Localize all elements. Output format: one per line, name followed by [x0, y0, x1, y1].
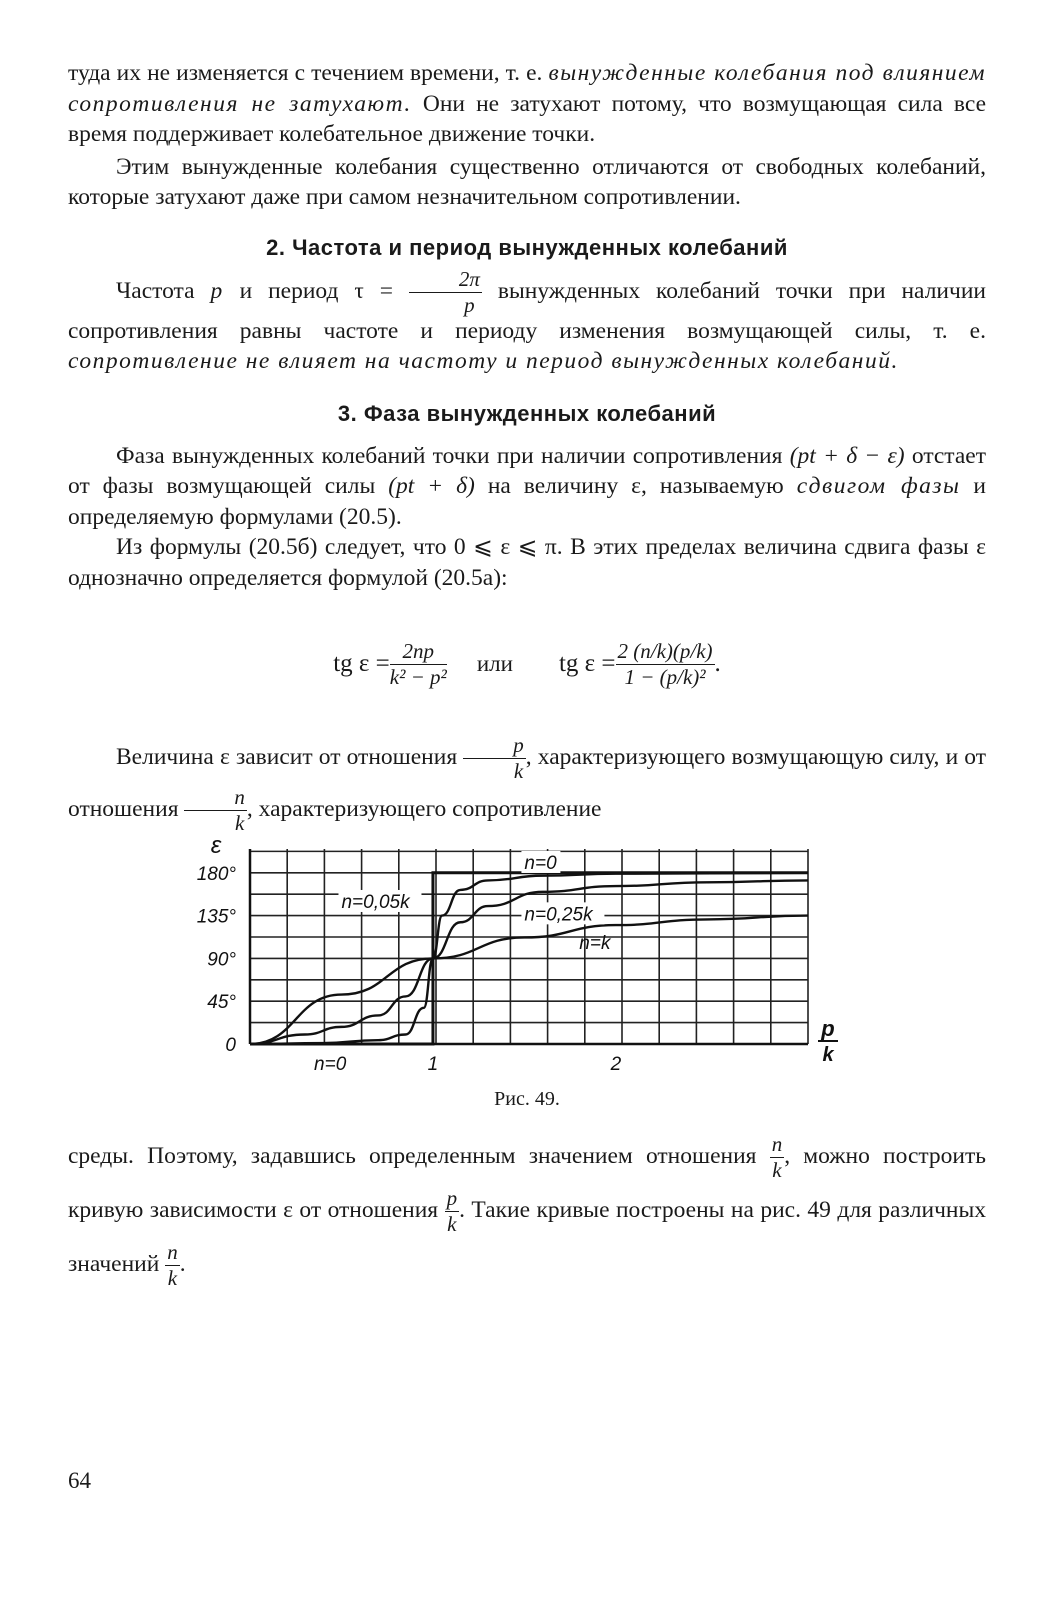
- formula-or: или: [476, 651, 513, 676]
- y-tick-label: 180°: [196, 863, 236, 885]
- text: Величина ε зависит от отношения: [116, 744, 464, 770]
- formula-end: .: [714, 650, 721, 677]
- section-3-heading: 3. Фаза вынужденных колебаний: [337, 400, 717, 426]
- fraction-n-k: [184, 787, 247, 834]
- text: , характеризующего возмущающую силу, и от отношения: [68, 744, 986, 822]
- y-axis-label: ε: [210, 832, 222, 859]
- italic-text: вынужденные колебания под влиянием сопротивления не затухают.: [68, 60, 986, 117]
- text: и период: [223, 277, 355, 304]
- dependence-paragraph: [68, 731, 986, 835]
- text: на величину ε, называемую: [474, 473, 797, 499]
- text: , характеризующего сопротивление: [246, 796, 602, 822]
- y-tick-label: 90°: [207, 949, 236, 971]
- fraction-denominator: k: [167, 1266, 178, 1291]
- fraction-p-k: [463, 735, 526, 782]
- figure-caption: Рис. 49.: [494, 1088, 560, 1110]
- fraction-numerator: n: [184, 787, 247, 811]
- section-2-heading: 2. Частота и период вынужденных колебаний: [266, 234, 788, 260]
- x-tick-label: 1: [427, 1054, 439, 1075]
- fraction-denominator: k: [234, 811, 245, 836]
- y-tick-label: 135°: [196, 906, 236, 928]
- formula-lhs: tg ε =: [333, 650, 390, 677]
- text: среды. Поэтому, задавшись определенным значением отношения: [68, 1143, 770, 1169]
- page-number: 64: [68, 1468, 91, 1493]
- fraction-numerator: 2np: [390, 641, 447, 665]
- fraction-numerator: p: [463, 735, 526, 759]
- fraction-numerator: n: [167, 1240, 178, 1265]
- label-n0-bottom: n=0: [314, 1054, 347, 1075]
- phase-expression: (pt + δ − ε): [789, 442, 905, 469]
- tau-fraction: [409, 266, 482, 317]
- fraction-numerator: 2π: [409, 269, 482, 293]
- formula-fraction-2: [616, 638, 715, 689]
- y-tick-label: 0: [225, 1035, 236, 1056]
- label-n0-top: n=0: [524, 852, 557, 874]
- text: . Такие кривые построены на рис. 49 для различных значений: [68, 1197, 986, 1277]
- variable: p: [210, 277, 224, 304]
- fraction-denominator: k: [447, 1212, 457, 1237]
- fraction-denominator: 1 − (p/k)²: [624, 664, 706, 689]
- formula-tg-epsilon: [68, 611, 986, 717]
- text: туда их не изменяется с течением времени, т. е.: [68, 60, 549, 86]
- italic-text: сопротивление не влияет на частоту и период вынужденных колебаний.: [68, 348, 899, 374]
- fraction-numerator: 2 (n/k)(p/k): [617, 638, 713, 663]
- fraction-denominator: k: [772, 1158, 782, 1183]
- y-tick-label: 45°: [207, 992, 236, 1014]
- fraction-denominator: p: [464, 292, 475, 317]
- page-body: [68, 58, 986, 1291]
- x-axis-label-denominator: k: [822, 1044, 834, 1066]
- section-2-paragraph: [68, 266, 986, 377]
- fraction-denominator: k² − p²: [389, 664, 447, 689]
- x-tick-label: 2: [610, 1054, 622, 1075]
- fraction-p-k: [445, 1188, 460, 1235]
- label-nk: n=k: [579, 932, 611, 954]
- phase-expression: (pt + δ): [388, 473, 475, 499]
- paragraph-1: [68, 58, 986, 150]
- text: вынужденных колебаний точки при наличии сопротивления равны частоте и периоду изменения возмущающей силы, т. е.: [68, 277, 986, 344]
- formula-fraction-1: [389, 638, 447, 689]
- final-paragraph: [68, 1129, 986, 1291]
- fraction-n-k: [770, 1134, 785, 1181]
- text: .: [179, 1251, 186, 1277]
- fraction-denominator: k: [513, 759, 524, 784]
- italic-text: сдвигом фазы: [796, 473, 961, 499]
- text: и определяемую формулами (20.5).: [68, 473, 986, 530]
- tau-formula: τ =: [354, 277, 409, 304]
- fraction-n-k: [165, 1242, 180, 1289]
- paragraph-2: Этим вынужденные колебания существенно отличаются от свободных колебаний, которые затухают даже при самом незначительном сопротивлении.: [68, 153, 986, 210]
- section-3-paragraph-1: [68, 441, 986, 533]
- x-axis-label-numerator: p: [821, 1016, 835, 1041]
- section-3-paragraph-2: Из формулы (20.5б) следует, что 0 ⩽ ε ⩽ π. В этих пределах величина сдвига фазы ε однозначно определяется формулой (20.5а):: [68, 534, 986, 591]
- text: Фаза вынужденных колебаний точки при наличии сопротивления: [116, 442, 790, 469]
- text: отстает от фазы возмущающей силы: [68, 442, 986, 499]
- fraction-numerator: p: [446, 1186, 458, 1211]
- label-n005: n=0,05k: [341, 891, 410, 913]
- text: Частота: [116, 277, 211, 304]
- text: Они не затухают потому, что возмущающая сила все время поддерживает колебательное движение точки.: [68, 90, 986, 147]
- formula-lhs: tg ε =: [558, 650, 616, 677]
- phase-shift-chart: [68, 832, 986, 1082]
- text: , можно построить кривую зависимости ε от отношения: [68, 1143, 986, 1223]
- label-n025: n=0,25k: [524, 904, 593, 926]
- fraction-numerator: n: [771, 1132, 783, 1157]
